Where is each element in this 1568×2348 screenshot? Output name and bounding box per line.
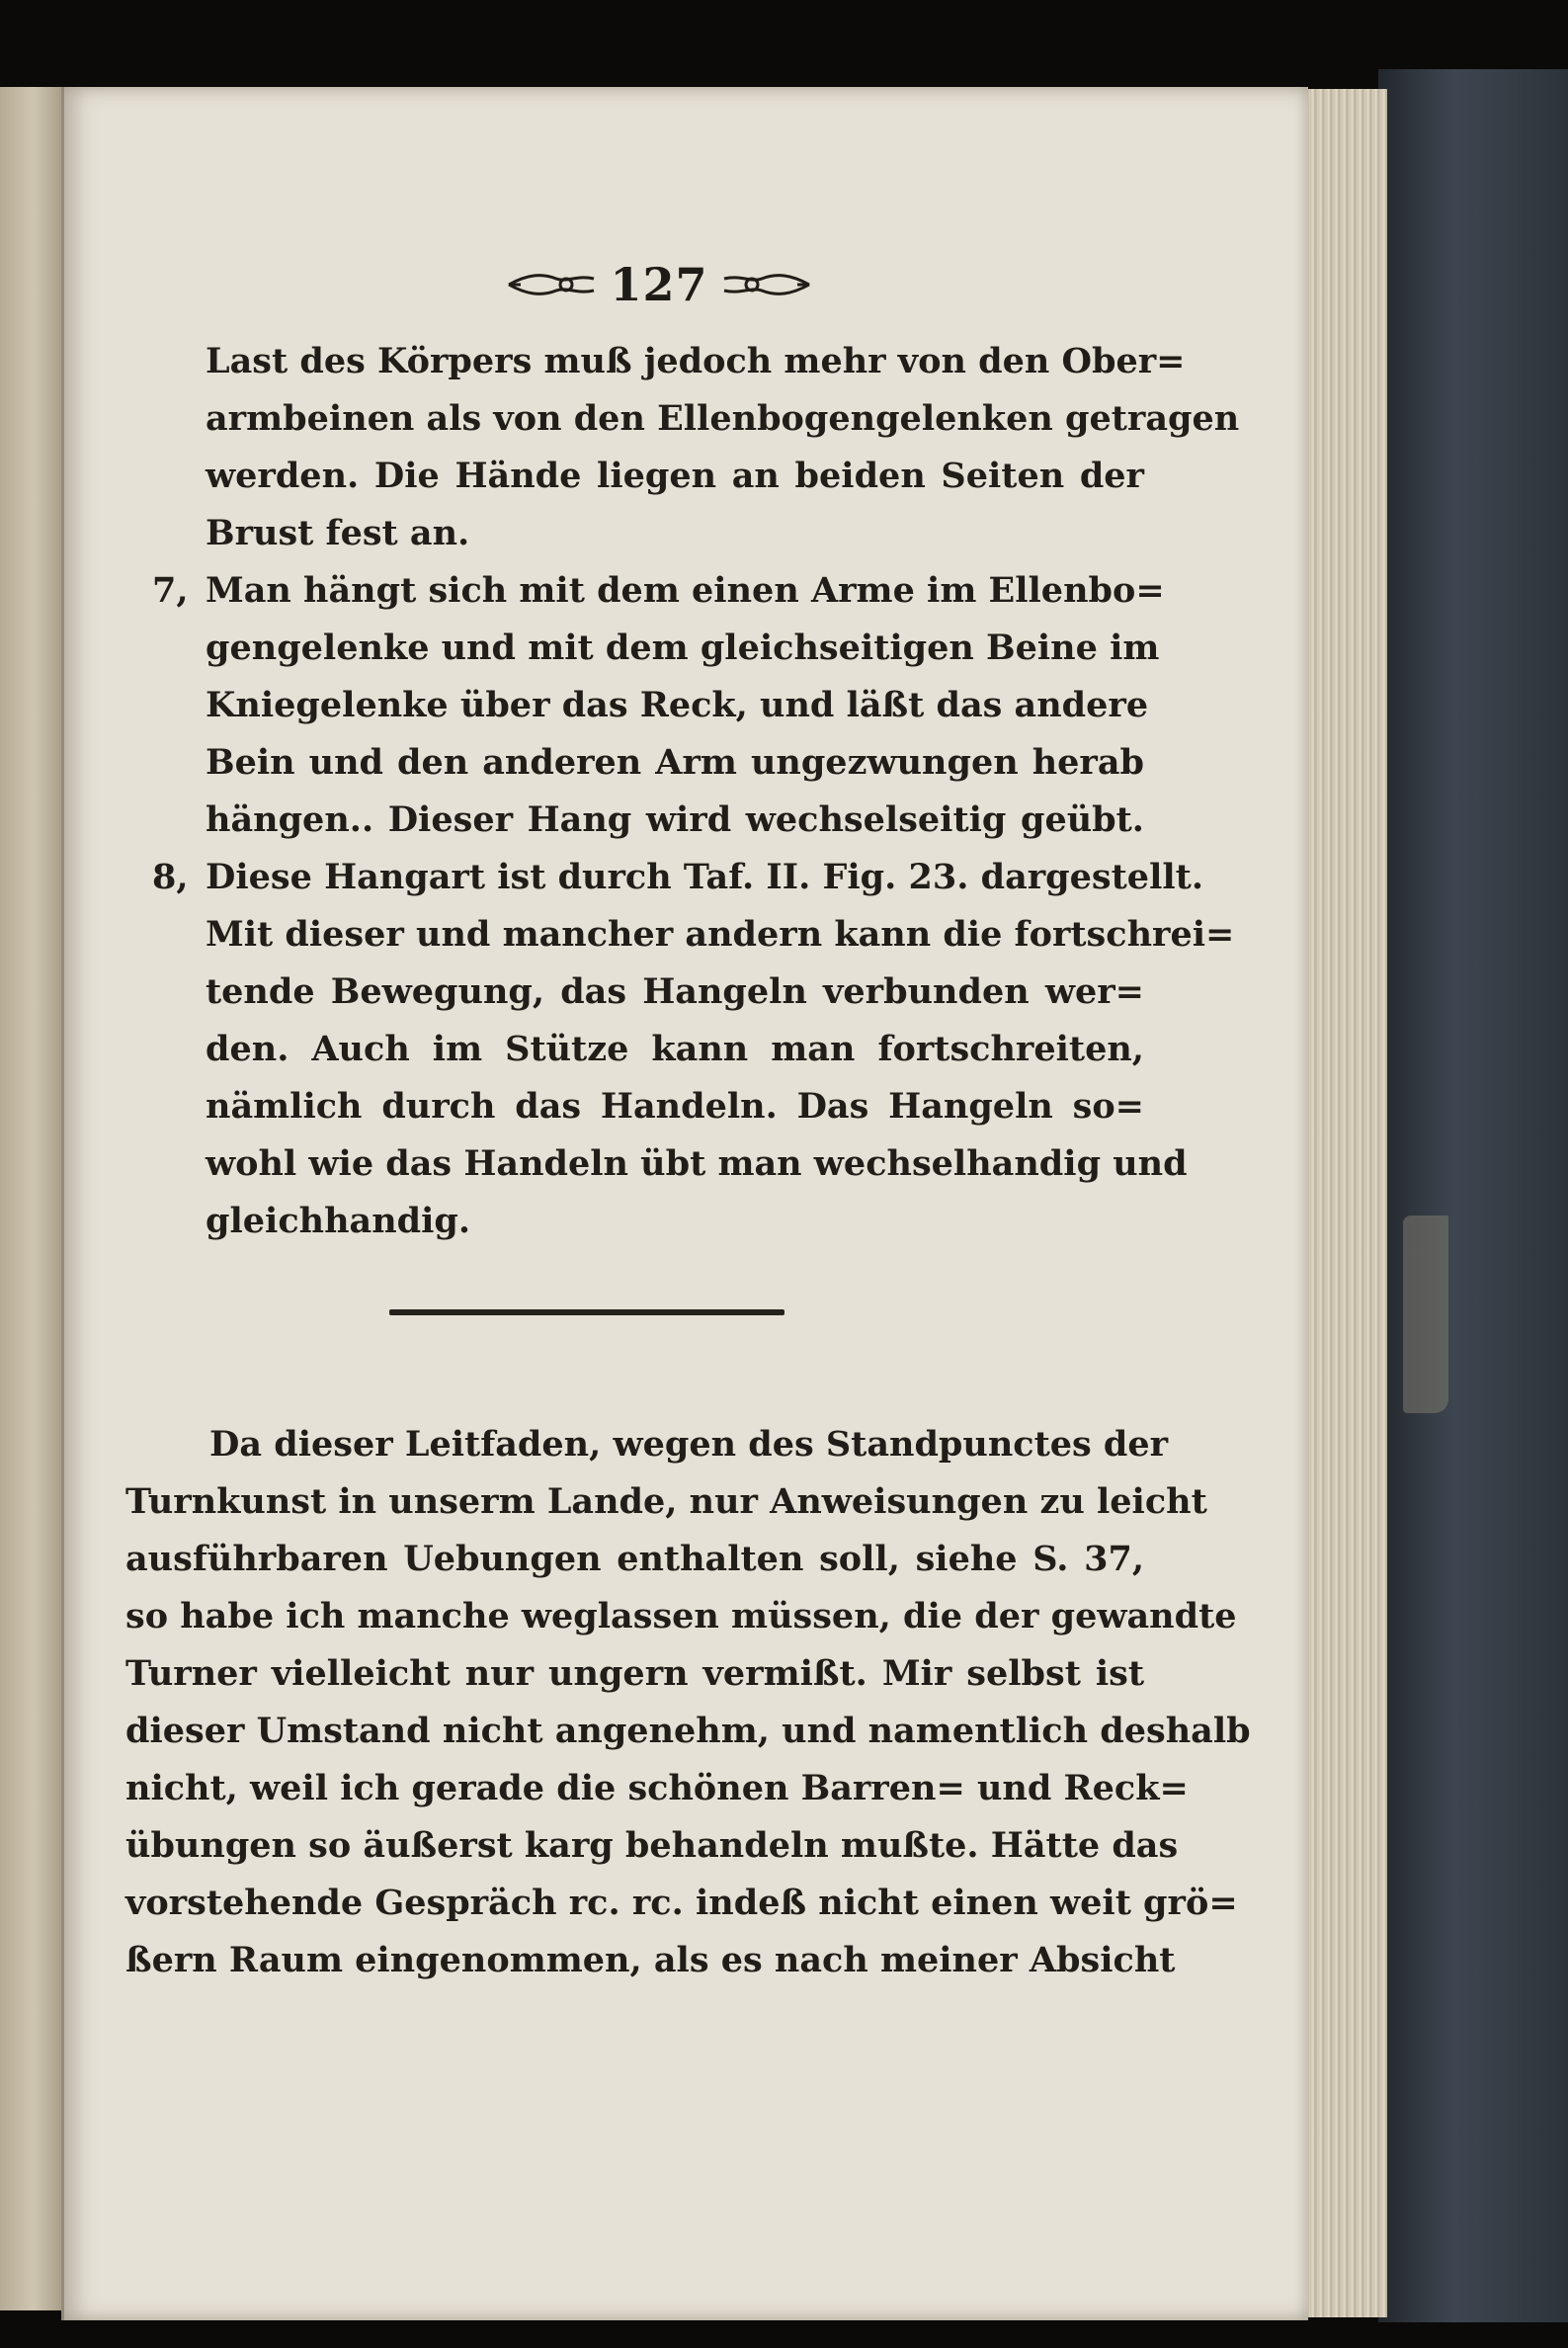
text-line: übungen so äußerst karg behandeln mußte. Hätte das (125, 1825, 1179, 1866)
text-line: wohl wie das Handeln übt man wechselhandig und (206, 1143, 1188, 1184)
text-line: Bein und den anderen Arm ungezwungen herab (206, 742, 1144, 783)
page-edges (1302, 89, 1387, 2317)
text-line: gleichhandig. (206, 1201, 471, 1241)
text-line: Kniegelenke über das Reck, und läßt das andere (206, 685, 1149, 725)
text-line: armbeinen als von den Ellenbogengelenken getragen (206, 398, 1240, 439)
text-line: hängen.. Dieser Hang wird wechselseitig geübt. (206, 799, 1144, 840)
text-line: Da dieser Leitfaden, wegen des Standpunctes der (209, 1424, 1169, 1465)
page-number: 127 (610, 258, 708, 311)
text-line: Last des Körpers muß jedoch mehr von den Ober= (206, 341, 1186, 381)
previous-page-edge (0, 87, 61, 2310)
text-line: gengelenke und mit dem gleichseitigen Beine im (206, 628, 1160, 668)
text-line: Brust fest an. (206, 513, 470, 553)
text-line: dieser Umstand nicht angenehm, und namentlich deshalb (125, 1711, 1251, 1751)
text-line: ausführbaren Uebungen enthalten soll, siehe S. 37, (125, 1539, 1144, 1579)
text-line: so habe ich manche weglassen müssen, die der gewandte (125, 1596, 1237, 1636)
text-line: werden. Die Hände liegen an beiden Seiten der (206, 456, 1144, 496)
text-line: den. Auch im Stütze kann man fortschreiten, (206, 1029, 1144, 1069)
text-line: nämlich durch das Handeln. Das Hangeln so= (206, 1086, 1144, 1127)
text-line: vorstehende Gespräch rc. rc. indeß nicht einen weit grö= (125, 1883, 1238, 1923)
section-divider (389, 1309, 784, 1315)
text-line: Turnkunst in unserm Lande, nur Anweisungen zu leicht (125, 1481, 1207, 1522)
body-text (61, 87, 1308, 2320)
book-page (61, 87, 1308, 2320)
text-line: Mit dieser und mancher andern kann die fortschrei= (206, 914, 1235, 955)
item-number: 8, (152, 857, 189, 897)
text-line: nicht, weil ich gerade die schönen Barren= und Reck= (125, 1768, 1189, 1808)
book-cover (1378, 69, 1568, 2322)
worn-cover-patch (1403, 1216, 1448, 1413)
text-line: Man hängt sich mit dem einen Arme im Ellenbo= (206, 570, 1165, 611)
text-line: Turner vielleicht nur ungern vermißt. Mir selbst ist (125, 1653, 1144, 1694)
text-line: tende Bewegung, das Hangeln verbunden wer= (206, 971, 1144, 1012)
text-line: ßern Raum eingenommen, als es nach meiner Absicht (125, 1940, 1176, 1980)
text-line: Diese Hangart ist durch Taf. II. Fig. 23. dargestellt. (206, 857, 1204, 897)
item-number: 7, (152, 570, 189, 611)
